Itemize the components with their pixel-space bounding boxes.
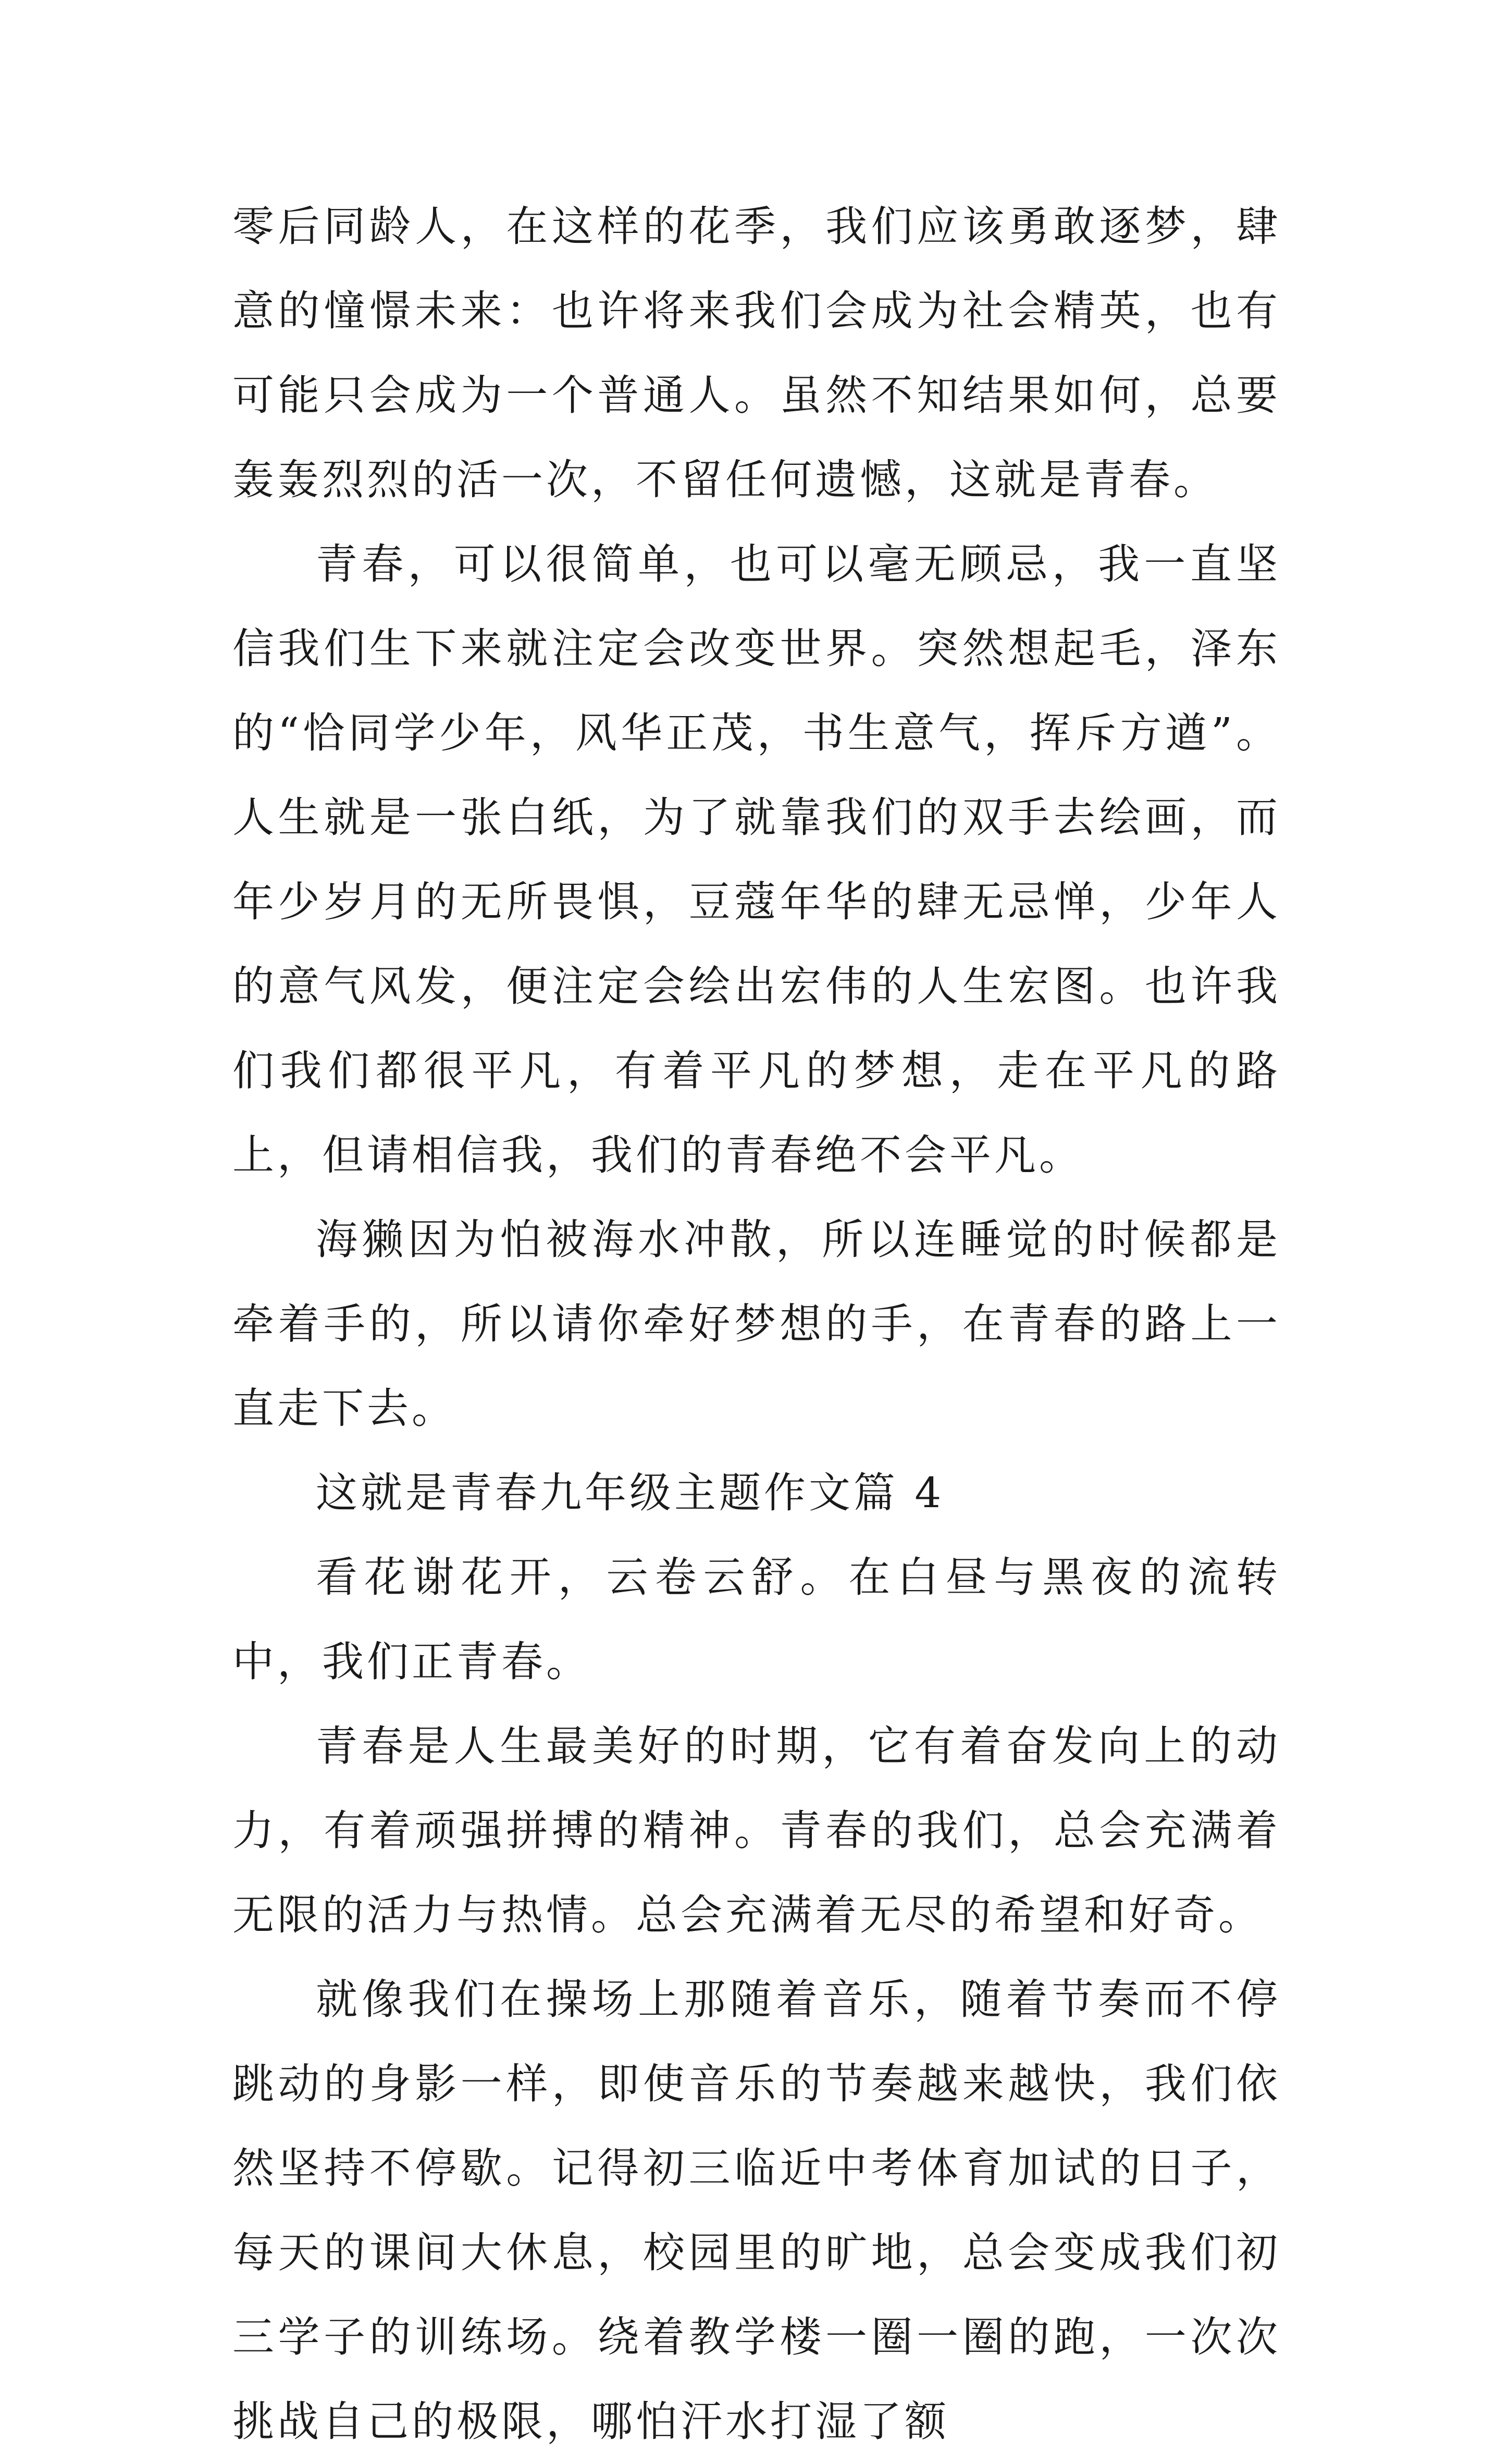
section-heading: 这就是青春九年级主题作文篇 4 <box>316 1469 945 1517</box>
essay-body <box>232 184 1281 2464</box>
paragraph: 青春是人生最美好的时期，它有着奋发向上的动力，有着顽强拼搏的精神。青春的我们，总会充满着无限的活力与热情。总会充满着无尽的希望和好奇。 <box>232 1722 1281 1939</box>
paragraph: 就像我们在操场上那随着音乐，随着节奏而不停跳动的身影一样，即使音乐的节奏越来越快，我们依然坚持不停歇。记得初三临近中考体育加试的日子，每天的课间大休息，校园里的旷地，总会变成我们初三学子的训练场。绕着教学楼一圈一圈的跑，一次次挑战自己的极限，哪怕汗水打湿了额 <box>232 1975 1281 2446</box>
paragraph: 看花谢花开，云卷云舒。在白昼与黑夜的流转中，我们正青春。 <box>232 1553 1281 1686</box>
paragraph-continuation: 零后同龄人，在这样的花季，我们应该勇敢逐梦，肆意的憧憬未来：也许将来我们会成为社会精英，也有可能只会成为一个普通人。虽然不知结果如何，总要轰轰烈烈的活一次，不留任何遗憾，这就是青春。 <box>232 202 1281 504</box>
paragraph: 海獭因为怕被海水冲散，所以连睡觉的时候都是牵着手的，所以请你牵好梦想的手，在青春的路上一直走下去。 <box>232 1215 1281 1433</box>
paragraph: 青春，可以很简单，也可以毫无顾忌，我一直坚信我们生下来就注定会改变世界。突然想起毛，泽东的“恰同学少年，风华正茂，书生意气，挥斥方遒”。人生就是一张白纸，为了就靠我们的双手去绘画，而年少岁月的无所畏惧，豆蔻年华的肆无忌惮，少年人的意气风发，便注定会绘出宏伟的人生宏图。也许我们我们都很平凡，有着平凡的梦想，走在平凡的路上，但请相信我，我们的青春绝不会平凡。 <box>232 540 1281 1179</box>
